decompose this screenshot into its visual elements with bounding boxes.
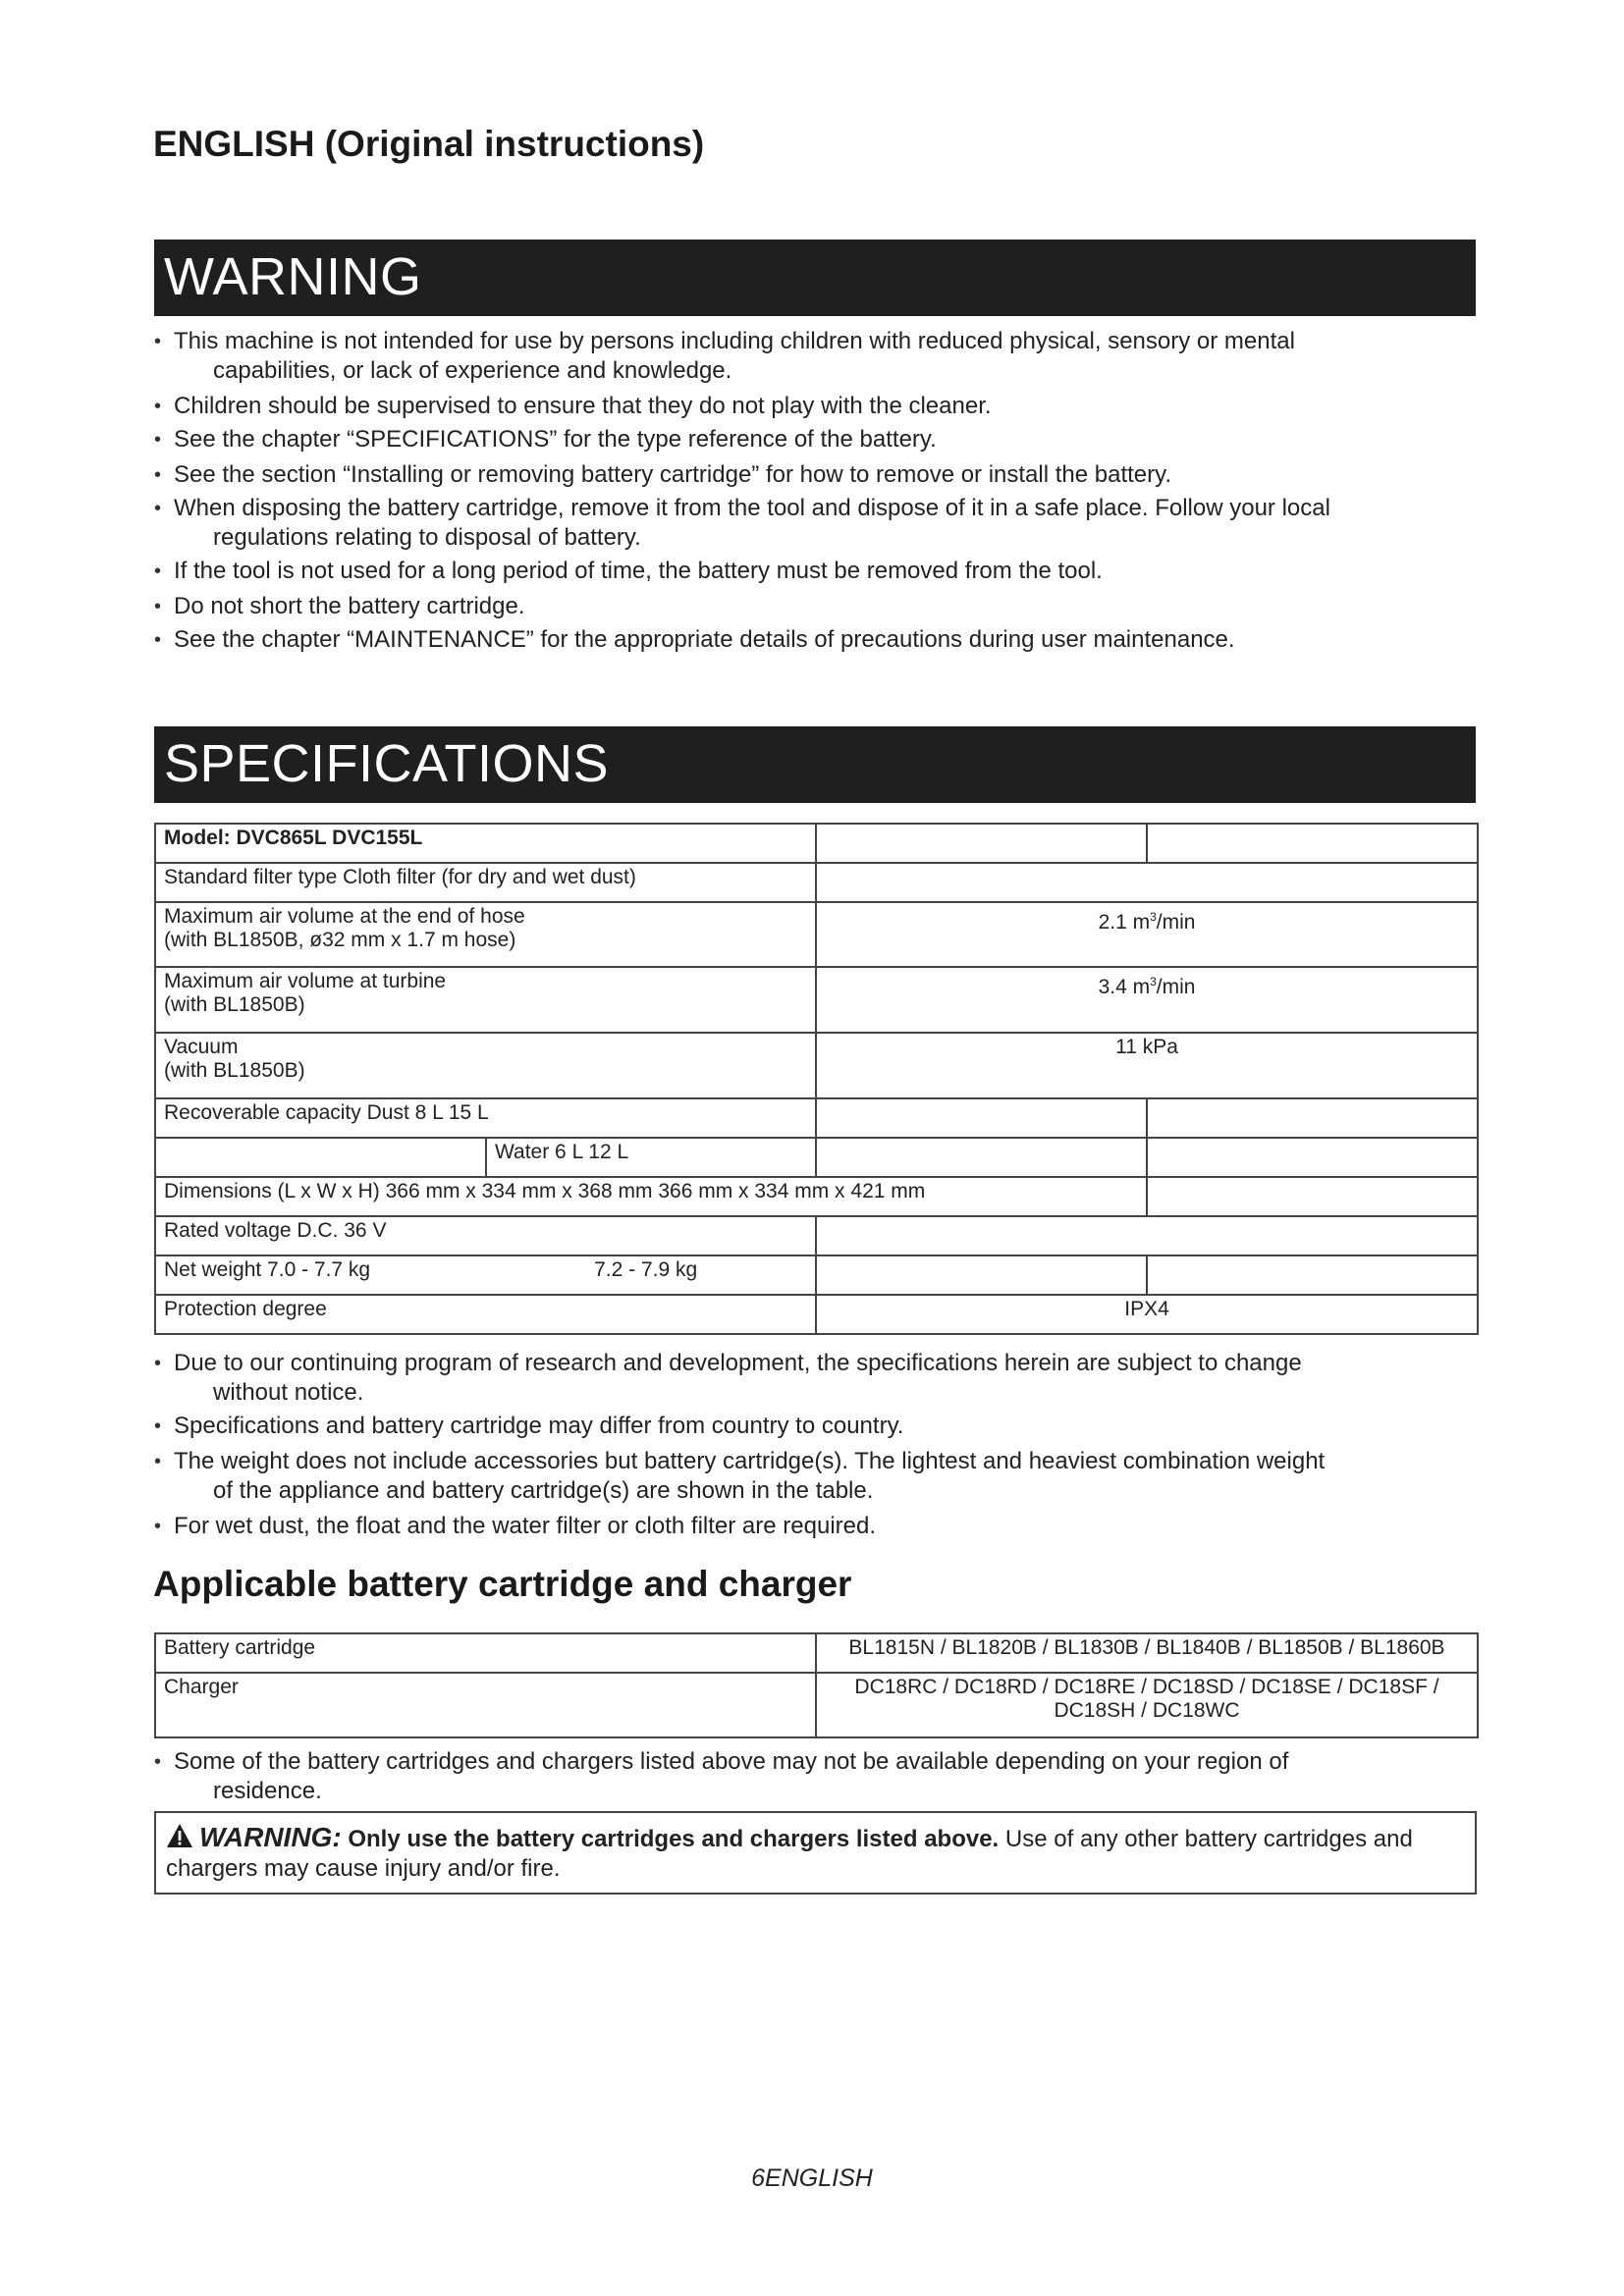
battery-notes — [154, 1747, 1476, 1806]
battery-label: Battery cartridge — [155, 1633, 816, 1673]
page-footer: 6ENGLISH — [751, 2164, 873, 2192]
spec-air-hose-value — [816, 902, 1478, 967]
unit-superscript: 3 — [1150, 910, 1157, 924]
unit-suffix: /min — [1156, 976, 1196, 998]
spec-empty-cell — [1147, 1098, 1478, 1138]
warning-item-text: If the tool is not used for a long period of time, the battery must be removed from the tool. — [174, 558, 1103, 584]
spec-note-text-continued: of the appliance and battery cartridge(s) are shown in the table. — [213, 1477, 874, 1504]
warning-item-text: See the chapter “MAINTENANCE” for the appropriate details of precautions during user maintenance. — [174, 626, 1235, 653]
warning-bold-text: Only use the battery cartridges and chargers listed above. — [348, 1826, 1000, 1852]
spec-row-voltage — [155, 1216, 1478, 1255]
spec-air-hose-label — [155, 902, 816, 967]
battery-row — [155, 1633, 1478, 1673]
spec-row-capacity-water — [155, 1138, 1478, 1177]
spec-note-text: Specifications and battery cartridge may differ from country to country. — [174, 1413, 904, 1439]
warning-item — [154, 494, 1476, 553]
warning-item-text: When disposing the battery cartridge, remove it from the tool and dispose of it in a safe place. Follow your local — [174, 495, 1330, 521]
battery-section-heading: Applicable battery cartridge and charger — [153, 1564, 852, 1604]
warning-item-text-continued: regulations relating to disposal of battery. — [213, 524, 641, 551]
spec-air-turbine-value — [816, 967, 1478, 1033]
spec-dimensions: Dimensions (L x W x H) 366 mm x 334 mm x 368 mm 366 mm x 334 mm x 421 mm — [155, 1177, 1147, 1216]
spec-empty-cell — [816, 824, 1147, 863]
spec-note — [154, 1412, 1476, 1441]
spec-empty-cell — [816, 1216, 1478, 1255]
charger-value-line2: DC18SH / DC18WC — [1054, 1699, 1240, 1722]
specifications-section-banner: SPECIFICATIONS — [154, 726, 1476, 803]
warning-list — [154, 327, 1476, 655]
warning-item-text: Children should be supervised to ensure that they do not play with the cleaner. — [174, 393, 992, 419]
spec-row-dimensions — [155, 1177, 1478, 1216]
spec-weight — [155, 1255, 816, 1295]
warning-item — [154, 460, 1476, 490]
warning-text: Use of any other battery cartridges and chargers may cause injury and/or fire. — [166, 1826, 1413, 1882]
charger-row — [155, 1673, 1478, 1737]
spec-vacuum-value: 11 kPa — [816, 1033, 1478, 1098]
warning-item-text: This machine is not intended for use by persons including children with reduced physical, sensory or mental — [174, 328, 1295, 354]
warning-section-banner: WARNING — [154, 240, 1476, 316]
unit-suffix: /min — [1156, 911, 1196, 934]
spec-row-protection — [155, 1295, 1478, 1334]
spec-empty-cell — [816, 1138, 1147, 1177]
spec-empty-cell — [816, 1255, 1147, 1295]
spec-row-model — [155, 824, 1478, 863]
specification-notes — [154, 1349, 1476, 1541]
spec-empty-cell — [1147, 1255, 1478, 1295]
spec-empty-cell — [155, 1138, 486, 1177]
spec-vacuum-label-line1: Vacuum — [164, 1036, 239, 1058]
spec-air-turbine-label-line1: Maximum air volume at turbine — [164, 970, 447, 992]
spec-empty-cell — [816, 863, 1478, 902]
spec-empty-cell — [816, 1098, 1147, 1138]
warning-label: WARNING: — [199, 1822, 342, 1852]
spec-air-hose-label-line2: (with BL1850B, ø32 mm x 1.7 m hose) — [164, 929, 516, 951]
battery-value: BL1815N / BL1820B / BL1830B / BL1840B / BL1850B / BL1860B — [816, 1633, 1478, 1673]
warning-item — [154, 592, 1476, 621]
battery-note-text-continued: residence. — [213, 1778, 322, 1804]
battery-note — [154, 1747, 1476, 1806]
spec-voltage: Rated voltage D.C. 36 V — [155, 1216, 816, 1255]
spec-air-turbine-label — [155, 967, 816, 1033]
warning-item — [154, 557, 1476, 586]
spec-empty-cell — [1147, 1138, 1478, 1177]
spec-row-vacuum — [155, 1033, 1478, 1098]
spec-row-weight — [155, 1255, 1478, 1295]
spec-row-air-hose — [155, 902, 1478, 967]
battery-warning-box — [154, 1811, 1477, 1895]
spec-note — [154, 1447, 1476, 1506]
warning-triangle-icon — [166, 1823, 199, 1848]
charger-value — [816, 1673, 1478, 1737]
page-heading: ENGLISH (Original instructions) — [153, 124, 705, 164]
spec-note-text: The weight does not include accessories but battery cartridge(s). The lightest and heaviest combination weight — [174, 1448, 1326, 1474]
charger-label: Charger — [155, 1673, 816, 1737]
spec-row-capacity-dust — [155, 1098, 1478, 1138]
spec-vacuum-label-line2: (with BL1850B) — [164, 1059, 305, 1082]
spec-protection-label: Protection degree — [155, 1295, 816, 1334]
spec-note — [154, 1512, 1476, 1541]
warning-item — [154, 327, 1476, 386]
spec-air-turbine-number: 3.4 m — [1098, 976, 1151, 998]
spec-capacity-dust: Recoverable capacity Dust 8 L 15 L — [155, 1098, 816, 1138]
spec-empty-cell — [1147, 824, 1478, 863]
spec-note-text: Due to our continuing program of research and development, the specifications herein are subject to change — [174, 1350, 1302, 1376]
warning-item — [154, 625, 1476, 655]
spec-weight-value-1: Net weight 7.0 - 7.7 kg — [164, 1258, 371, 1281]
spec-filter: Standard filter type Cloth filter (for dry and wet dust) — [155, 863, 816, 902]
spec-protection-value: IPX4 — [816, 1295, 1478, 1334]
spec-note — [154, 1349, 1476, 1408]
spec-capacity-water: Water 6 L 12 L — [486, 1138, 816, 1177]
warning-item-text-continued: capabilities, or lack of experience and knowledge. — [213, 357, 732, 384]
spec-air-hose-label-line1: Maximum air volume at the end of hose — [164, 905, 525, 928]
warning-item-text: See the chapter “SPECIFICATIONS” for the type reference of the battery. — [174, 426, 937, 453]
battery-charger-table — [154, 1632, 1479, 1738]
warning-item — [154, 425, 1476, 454]
spec-note-text-continued: without notice. — [213, 1379, 364, 1406]
spec-model: Model: DVC865L DVC155L — [155, 824, 816, 863]
specifications-table — [154, 823, 1479, 1335]
spec-air-hose-number: 2.1 m — [1098, 911, 1151, 934]
spec-vacuum-label — [155, 1033, 816, 1098]
spec-row-filter — [155, 863, 1478, 902]
charger-value-line1: DC18RC / DC18RD / DC18RE / DC18SD / DC18SE / DC18SF / — [854, 1676, 1439, 1698]
warning-item — [154, 392, 1476, 421]
warning-item-text: Do not short the battery cartridge. — [174, 593, 525, 619]
spec-weight-value-2: 7.2 - 7.9 kg — [594, 1258, 698, 1281]
spec-note-text: For wet dust, the float and the water filter or cloth filter are required. — [174, 1513, 877, 1539]
unit-superscript: 3 — [1150, 975, 1157, 988]
battery-note-text: Some of the battery cartridges and chargers listed above may not be available depending on your region of — [174, 1748, 1289, 1775]
spec-air-turbine-label-line2: (with BL1850B) — [164, 993, 305, 1016]
spec-row-air-turbine — [155, 967, 1478, 1033]
warning-item-text: See the section “Installing or removing battery cartridge” for how to remove or install the battery. — [174, 461, 1172, 488]
spec-empty-cell — [1147, 1177, 1478, 1216]
